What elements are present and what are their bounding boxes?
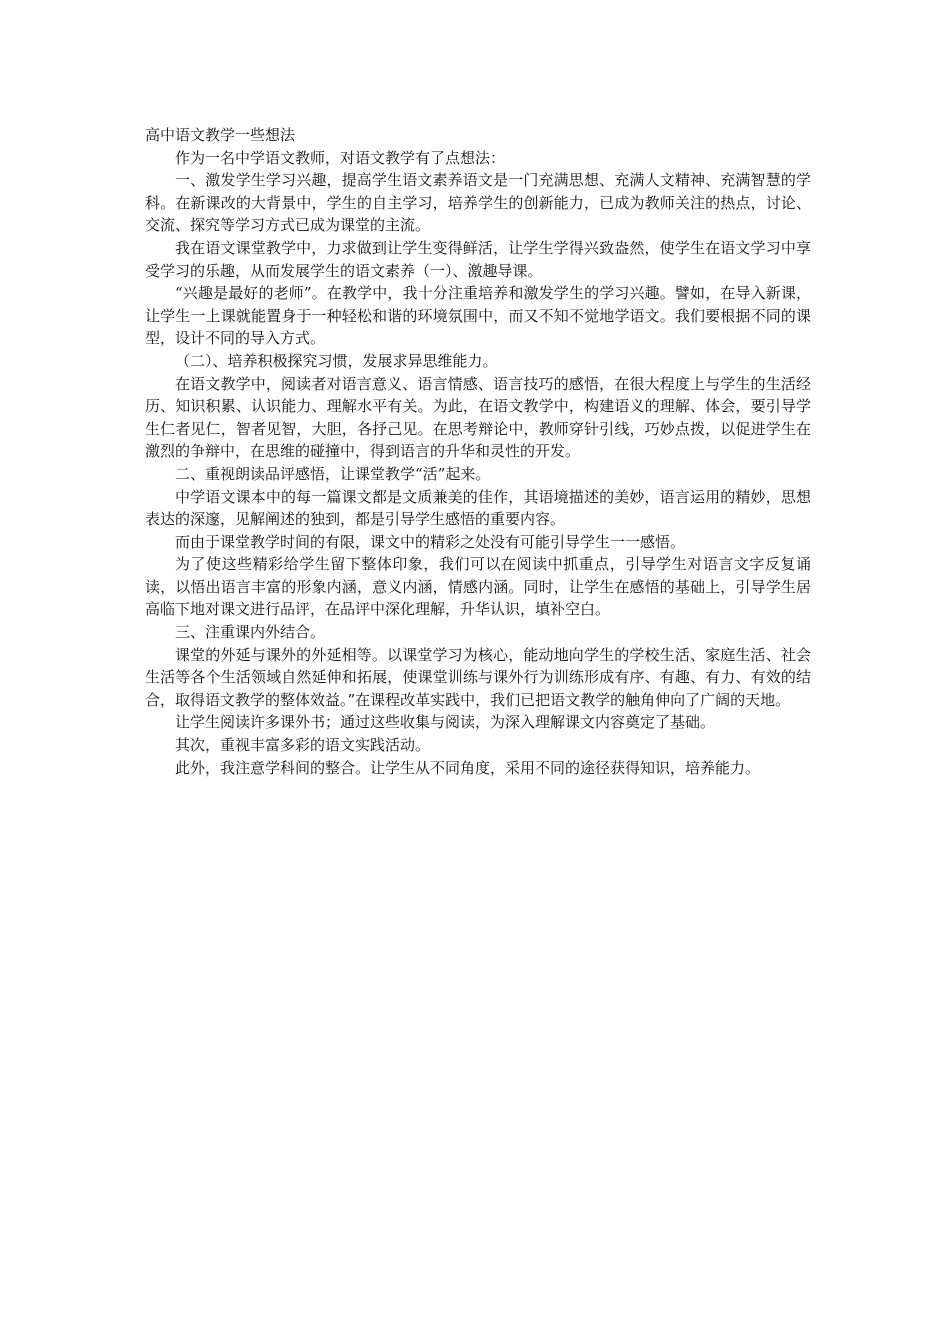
document-page: [145, 124, 811, 779]
paragraph: 我在语文课堂教学中，力求做到让学生变得鲜活，让学生学得兴致盎然，使学生在语文学习中享受学习的乐趣，从而发展学生的语文素养（一）、激趣导课。: [145, 238, 811, 280]
document-title: 高中语文教学一些想法: [145, 126, 296, 144]
paragraph: 三、注重课内外结合。: [175, 623, 326, 642]
paragraph: 而由于课堂教学时间的有限，课文中的精彩之处没有可能引导学生一一感悟。: [175, 532, 686, 551]
paragraph: 让学生阅读许多课外书；通过这些收集与阅读，为深入理解课文内容奠定了基础。: [175, 713, 716, 732]
paragraph: 二、重视朗读品评感悟，让课堂教学“活”起来。: [175, 464, 491, 483]
paragraph: 此外，我注意学科间的整合。让学生从不同角度，采用不同的途径获得知识，培养能力。: [175, 758, 761, 777]
paragraph: 中学语文课本中的每一篇课文都是文质兼美的佳作，其语境描述的美妙，语言运用的精妙，思想表达的深邃，见解阐述的独到，都是引导学生感悟的重要内容。: [145, 487, 811, 529]
paragraph: 作为一名中学语文教师，对语文教学有了点想法：: [175, 148, 506, 167]
paragraph: “兴趣是最好的老师”。在教学中，我十分注重培养和激发学生的学习兴趣。譬如，在导入新课，让学生一上课就能置身于一种轻松和谐的环境氛围中，而又不知不觉地学语文。我们要根据不同的课型，设计不同的导入方式。: [145, 284, 811, 348]
paragraph: （二）、培养积极探究习惯，发展求异思维能力。: [175, 351, 498, 370]
paragraph: 课堂的外延与课外的外延相等。以课堂学习为核心，能动地向学生的学校生活、家庭生活、社会生活等各个生活领域自然延伸和拓展，使课堂训练与课外行为训练形成有序、有趣、有力、有效的结合，取得语文教学的整体效益。”在课程改革实践中，我们已把语文教学的触角伸向了广阔的天地。: [145, 645, 811, 709]
paragraph: 为了使这些精彩给学生留下整体印象，我们可以在阅读中抓重点，引导学生对语言文字反复诵读，以悟出语言丰富的形象内涵，意义内涵，情感内涵。同时，让学生在感悟的基础上，引导学生居高临下地对课文进行品评，在品评中深化理解，升华认识，填补空白。: [145, 555, 811, 619]
paragraph: 其次，重视丰富多彩的语文实践活动。: [175, 736, 431, 755]
paragraph: 一、激发学生学习兴趣，提高学生语文素养语文是一门充满思想、充满人文精神、充满智慧的学科。在新课改的大背景中，学生的自主学习，培养学生的创新能力，已成为教师关注的热点，讨论、交流、探究等学习方式已成为课堂的主流。: [145, 171, 811, 235]
paragraph: 在语文教学中，阅读者对语言意义、语言情感、语言技巧的感悟，在很大程度上与学生的生活经历、知识积累、认识能力、理解水平有关。为此，在语文教学中，构建语义的理解、体会，要引导学生仁者见仁，智者见智，大胆，各抒己见。在思考辩论中，教师穿针引线，巧妙点拨，以促进学生在激烈的争辩中，在思维的碰撞中，得到语言的升华和灵性的开发。: [145, 374, 811, 461]
